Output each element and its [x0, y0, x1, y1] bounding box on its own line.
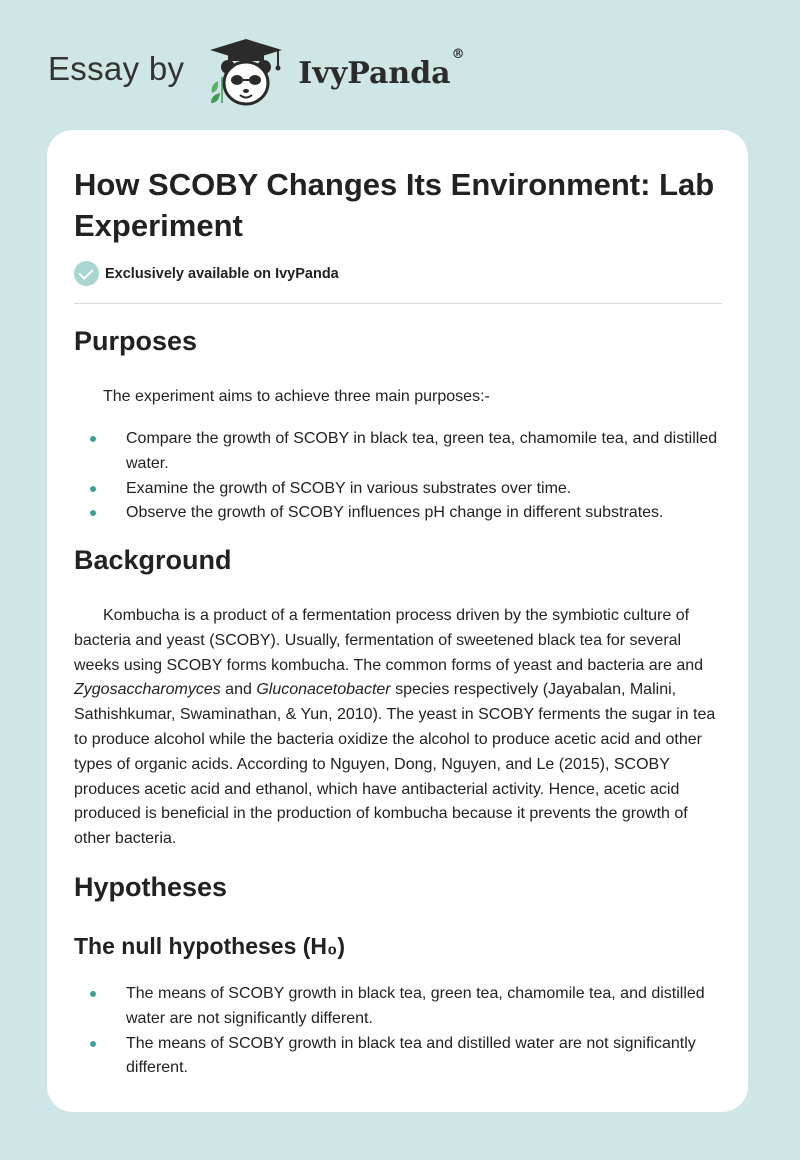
- registered-mark: ®: [451, 46, 465, 62]
- essay-card: [47, 130, 748, 1112]
- badge-text: Exclusively available on IvyPanda: [105, 265, 339, 282]
- list-item: Compare the growth of SCOBY in black tea, green tea, chamomile tea, and distilled water.: [74, 427, 722, 477]
- section-heading-purposes: Purposes: [74, 326, 198, 356]
- null-hypotheses-list: [74, 982, 722, 1081]
- section-heading-hypotheses: Hypotheses: [74, 872, 228, 902]
- list-item: The means of SCOBY growth in black tea, green tea, chamomile tea, and distilled water are not significantly different.: [74, 982, 722, 1032]
- checkmark-icon: [74, 261, 99, 286]
- list-item: The means of SCOBY growth in black tea and distilled water are not significantly different.: [74, 1032, 722, 1082]
- ivypanda-logo-icon: [198, 37, 294, 109]
- purposes-intro: The experiment aims to achieve three main purposes:-: [103, 388, 490, 405]
- brand-header: [48, 38, 465, 108]
- page-title: How SCOBY Changes Its Environment: Lab Experiment: [74, 167, 715, 243]
- list-item: Observe the growth of SCOBY influences pH change in different substrates.: [74, 501, 722, 526]
- section-heading-background: Background: [74, 545, 232, 575]
- background-paragraph: Kombucha is a product of a fermentation process driven by the symbiotic culture of bacteria and yeast (SCOBY). Usually, fermentation of sweetened black tea for several weeks using SCOBY forms kombucha. The common forms of yeast and bacteria are and Zygosaccharomyces and Gluconacetobacter species respectively (Jayabalan, Malini, Sathishkumar, Swaminathan, & Yun, 2010). The yeast in SCOBY ferments the sugar in tea to produce alcohol while the bacteria oxidize the alcohol to produce acetic acid and other types of organic acids. According to Nguyen, Dong, Nguyen, and Le (2015), SCOBY produces acetic acid and ethanol, which have antibacterial activity. Hence, acetic acid produced is beneficial in the production of kombucha because it prevents the growth of other bacteria.: [74, 607, 716, 848]
- brand-prefix: Essay by: [48, 50, 185, 87]
- brand-name: IvyPanda®: [298, 46, 465, 91]
- purposes-list: [74, 427, 722, 526]
- subheading-null-hypotheses: The null hypotheses (H₀): [74, 933, 346, 959]
- list-item: Examine the growth of SCOBY in various substrates over time.: [74, 477, 722, 502]
- species-bacteria: Gluconacetobacter: [256, 681, 391, 699]
- species-yeast: Zygosaccharomyces: [74, 681, 221, 699]
- divider: [74, 303, 722, 304]
- exclusive-badge: [74, 261, 339, 286]
